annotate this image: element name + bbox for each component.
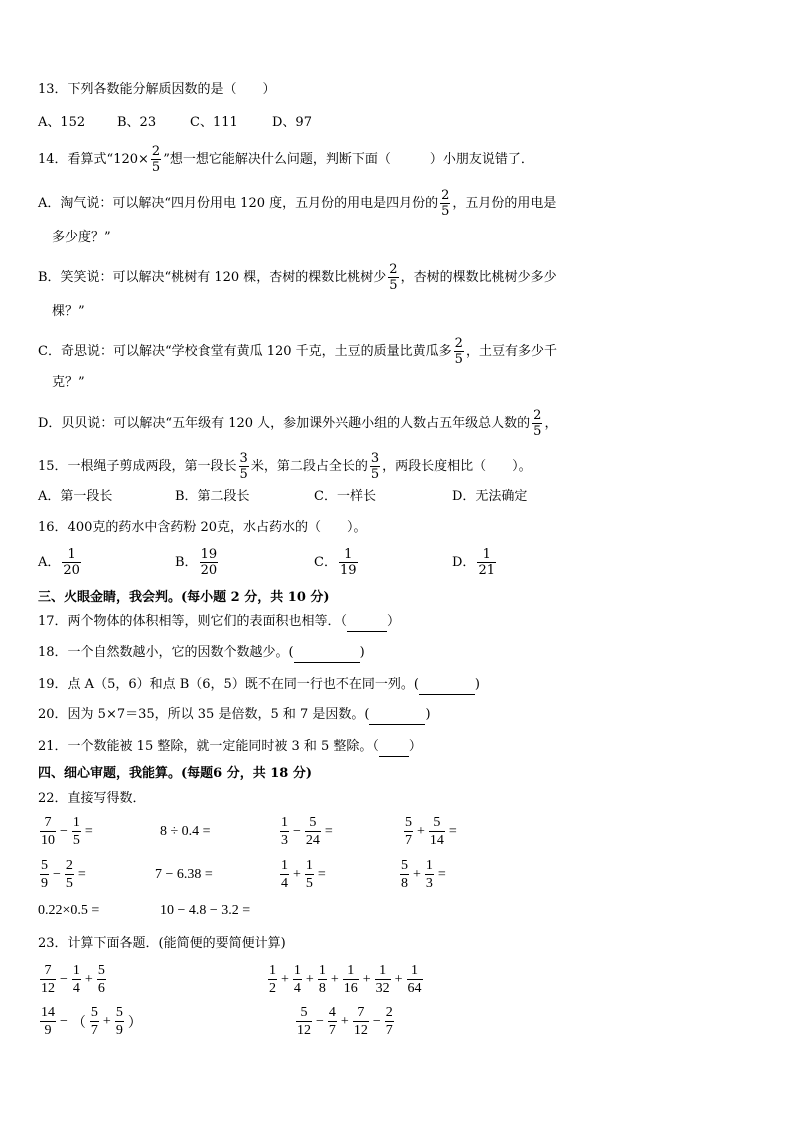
q22-expr-5: $\frac{5}{9}$ − $\frac{2}{5}$ = <box>41 858 86 891</box>
fraction: $\frac{19}{20}$ <box>200 547 218 578</box>
q22-stem: 22．直接写得数． <box>38 791 146 806</box>
answer-blank[interactable] <box>347 617 387 632</box>
q14-option-b-cont: 棵？” <box>52 304 85 319</box>
q15-stem: 15．一根绳子剪成两段，第一段长 $\frac{3}{5}$ 米，第二段占全长的 $\frac{3}{5}$ ，两段长度相比（ ）。 <box>38 451 532 482</box>
q21: 21．一个数能被 15 整除，就一定能同时被 3 和 5 整除。（ ） <box>38 737 422 757</box>
q14-option-a-cont: 多少度？” <box>52 230 111 245</box>
q15-option-c: C．一样长 <box>314 489 376 504</box>
q15-option-b: B．第二段长 <box>175 489 250 504</box>
q14-option-c: C．奇思说：可以解决“学校食堂有黄瓜 120 千克，土豆的质量比黄瓜多 $\frac{2}{5}$ ，土豆有多少千 <box>38 336 557 367</box>
fraction: $\frac{2}{5}$ <box>389 262 398 293</box>
answer-blank[interactable] <box>419 680 475 695</box>
q14-option-b: B．笑笑说：可以解决“桃树有 120 棵，杏树的棵数比桃树少 $\frac{2}{5}$ ，杏树的棵数比桃树少多少 <box>38 262 557 293</box>
q20: 20．因为 5×7＝35，所以 35 是倍数，5 和 7 是因数。( ) <box>38 705 431 725</box>
fraction: $\frac{1}{21}$ <box>478 547 495 578</box>
fraction: $\frac{2}{5}$ <box>441 188 450 219</box>
q23-expr-4: $\frac{5}{12}$ − $\frac{4}{7}$ + $\frac{7}{12}$ − $\frac{2}{7}$ <box>297 1005 393 1038</box>
q16-option-b: B． $\frac{19}{20}$ <box>175 547 218 578</box>
q23-expr-1: $\frac{7}{12}$ − $\frac{1}{4}$ + $\frac{5}{6}$ <box>41 963 105 996</box>
q22-expr-6: 7 − 6.38 = <box>155 867 213 882</box>
q22-expr-8: $\frac{5}{8}$ + $\frac{1}{3}$ = <box>401 858 446 891</box>
q14-option-c-cont: 克？” <box>52 375 85 390</box>
q22-expr-9: 0.22×0.5 = <box>38 903 100 918</box>
q16-option-a: A． $\frac{1}{20}$ <box>38 547 80 578</box>
q13-option-b: B、23 <box>117 115 157 130</box>
q15-option-d: D．无法确定 <box>452 489 528 504</box>
fraction: $\frac{2}{5}$ <box>454 336 463 367</box>
fraction: $\frac{3}{5}$ <box>370 451 380 482</box>
q22-expr-4: $\frac{5}{7}$ + $\frac{5}{14}$ = <box>405 815 457 848</box>
q13-option-d: D、97 <box>272 115 312 130</box>
q18: 18．一个自然数越小，它的因数个数越少。( ) <box>38 643 365 663</box>
q13-option-c: C、111 <box>190 115 238 130</box>
q22-expr-7: $\frac{1}{4}$ + $\frac{1}{5}$ = <box>281 858 326 891</box>
fraction: $\frac{1}{19}$ <box>339 547 357 578</box>
q14-option-a: A．淘气说：可以解决“四月份用电 120 度，五月份的用电是四月份的 $\frac{2}{5}$ ，五月份的用电是 <box>38 188 557 219</box>
q14-option-d: D．贝贝说：可以解决“五年级有 120 人，参加课外兴趣小组的人数占五年级总人数的 $\frac{2}{5}$ ， <box>38 408 558 439</box>
q16-option-d: D． $\frac{1}{21}$ <box>452 547 495 578</box>
fraction: $\frac{2}{5}$ <box>533 408 542 439</box>
q13-option-a: A、152 <box>38 115 86 130</box>
fraction: $\frac{1}{20}$ <box>63 547 80 578</box>
q14-stem: 14．看算式“120× $\frac{2}{5}$ ”想一想它能解决什么问题，判断下面（ ）小朋友说错了． <box>38 144 534 175</box>
q19: 19．点 A（5，6）和点 B（6，5）既不在同一行也不在同一列。( ) <box>38 675 480 695</box>
q22-expr-3: $\frac{1}{3}$ − $\frac{5}{24}$ = <box>281 815 333 848</box>
q16-stem: 16．400克的药水中含药粉 20克，水占药水的（ ）。 <box>38 520 367 535</box>
section-4-heading: 四、细心审题，我能算。(每题6 分，共 18 分) <box>38 766 313 781</box>
q22-expr-1: $\frac{7}{10}$ − $\frac{1}{5}$ = <box>41 815 93 848</box>
q23-stem: 23．计算下面各题．(能简便的要简便计算) <box>38 936 286 951</box>
fraction: $\frac{3}{5}$ <box>239 451 248 482</box>
q23-expr-2: $\frac{1}{2}$ + $\frac{1}{4}$ + $\frac{1}{8}$ + $\frac{1}{16}$ + $\frac{1}{32}$ + $\frac{1}{64}$ <box>269 963 422 996</box>
q17: 17．两个物体的体积相等，则它们的表面积也相等．（ ） <box>38 612 400 632</box>
answer-blank[interactable] <box>379 742 409 757</box>
q16-option-c: C． $\frac{1}{19}$ <box>314 547 357 578</box>
q13-stem: 13．下列各数能分解质因数的是（ ） <box>38 82 276 97</box>
q22-expr-10: 10 − 4.8 − 3.2 = <box>160 903 251 918</box>
section-3-heading: 三、火眼金睛，我会判。(每小题 2 分，共 10 分) <box>38 590 330 605</box>
answer-blank[interactable] <box>294 648 360 663</box>
q22-expr-2: 8 ÷ 0.4 = <box>160 824 211 839</box>
fraction: $\frac{2}{5}$ <box>151 144 161 175</box>
q15-option-a: A．第一段长 <box>38 489 113 504</box>
answer-blank[interactable] <box>369 710 425 725</box>
q23-expr-3: $\frac{14}{9}$ − （ $\frac{5}{7}$ + $\frac{5}{9}$ ） <box>41 1005 142 1038</box>
